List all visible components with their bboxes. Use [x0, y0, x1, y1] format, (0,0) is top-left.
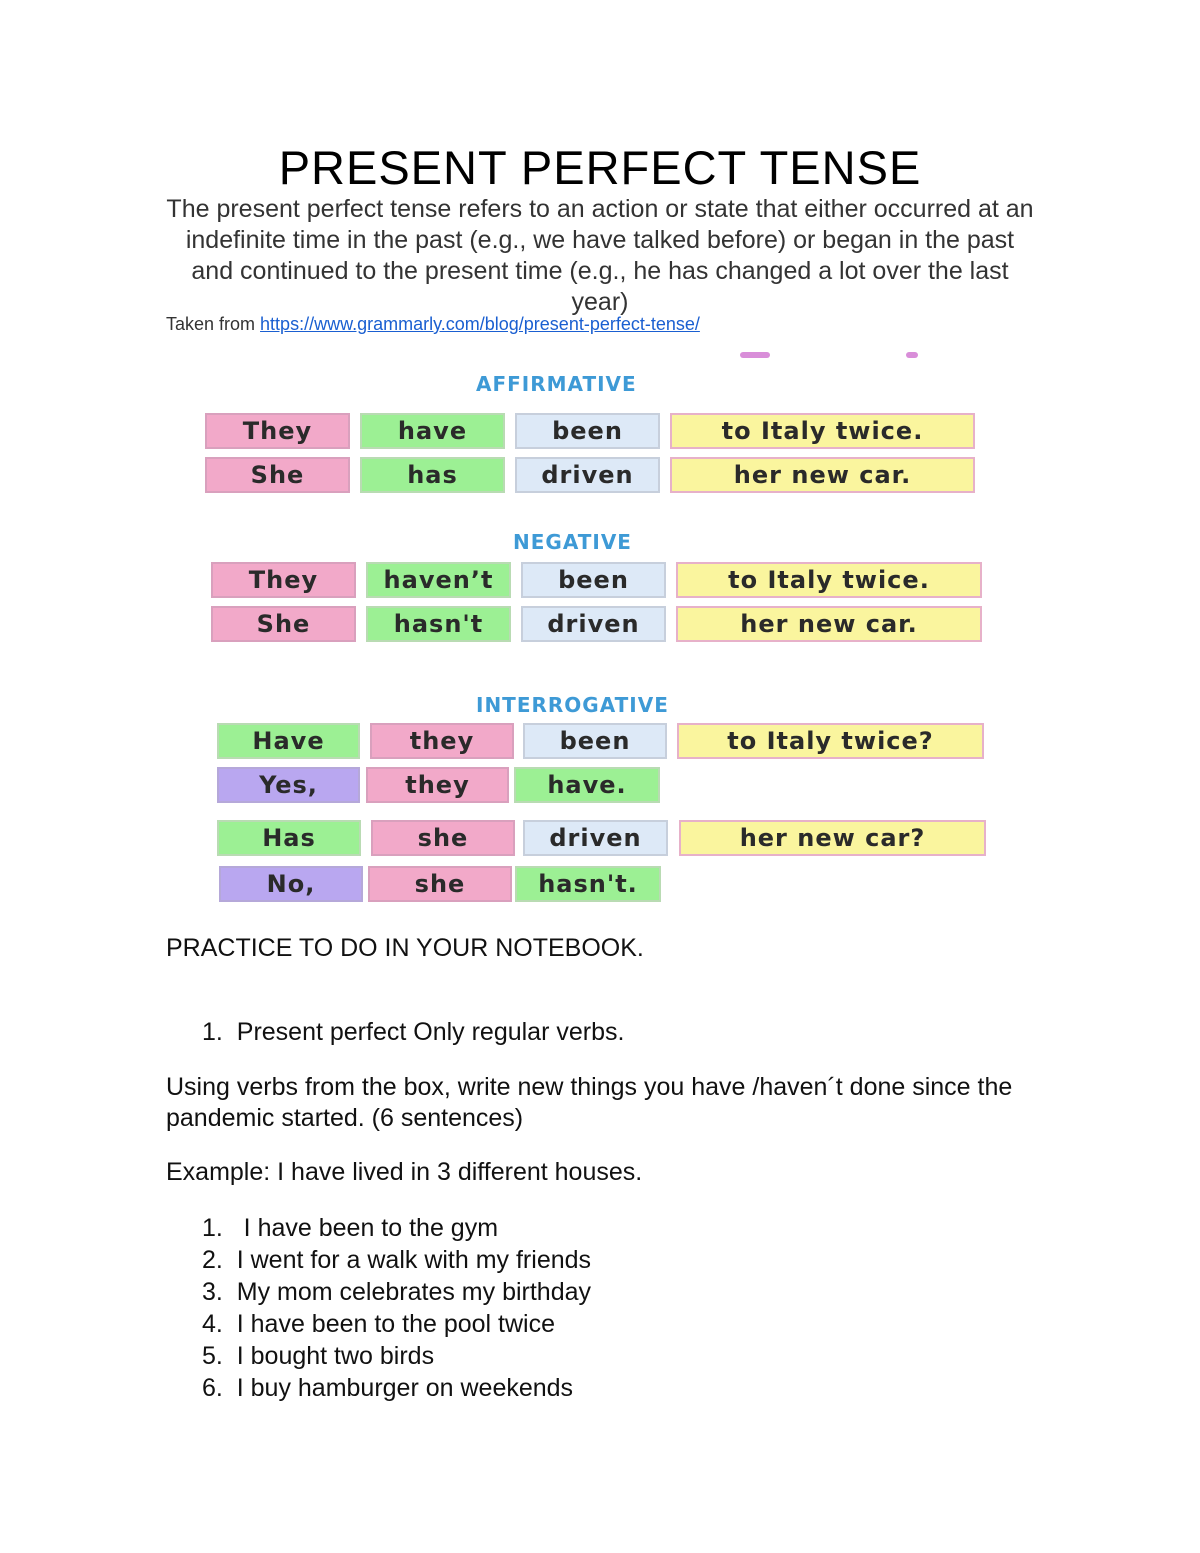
negative-row2-auxiliary: hasn't: [366, 606, 511, 642]
task-item: [202, 1018, 624, 1047]
list-item: 3. My mom celebrates my birthday: [202, 1278, 592, 1306]
interrogative-row2-auxiliary: Has: [217, 820, 361, 856]
affirmative-row1-subject: They: [205, 413, 350, 449]
affirmative-row1-auxiliary: have: [360, 413, 505, 449]
interrogative-answer1-auxiliary: have.: [514, 767, 660, 803]
interrogative-row2-participle: driven: [523, 820, 668, 856]
interrogative-row1-subject: they: [370, 723, 514, 759]
example-sentence: Example: I have lived in 3 different houses.: [166, 1158, 643, 1186]
interrogative-row2-subject: she: [371, 820, 515, 856]
negative-row1-participle: been: [521, 562, 666, 598]
list-item: 6. I buy hamburger on weekends: [202, 1374, 574, 1402]
decorative-mark: [906, 352, 918, 358]
interrogative-row2-complement: her new car?: [679, 820, 986, 856]
interrogative-answer2-subject: she: [368, 866, 512, 902]
affirmative-row2-subject: She: [205, 457, 350, 493]
task-number: 1.: [202, 1018, 223, 1046]
instructions-paragraph: Using verbs from the box, write new things you have /haven´t done since the pandemic started. (6 sentences): [166, 1073, 1013, 1132]
interrogative-row1-auxiliary: Have: [217, 723, 360, 759]
interrogative-answer2-auxiliary: hasn't.: [515, 866, 661, 902]
negative-row2-participle: driven: [521, 606, 666, 642]
list-item: 5. I bought two birds: [202, 1342, 435, 1370]
task-text: Present perfect Only regular verbs.: [236, 1018, 625, 1046]
source-prefix: Taken from: [166, 314, 261, 334]
negative-row1-complement: to Italy twice.: [676, 562, 982, 598]
practice-heading: PRACTICE TO DO IN YOUR NOTEBOOK.: [166, 934, 644, 962]
source-line: [166, 314, 700, 335]
affirmative-heading: AFFIRMATIVE: [476, 372, 637, 396]
decorative-mark: [740, 352, 770, 358]
negative-row1-auxiliary: haven’t: [366, 562, 511, 598]
page-title: PRESENT PERFECT TENSE: [278, 141, 922, 194]
source-link[interactable]: https://www.grammarly.com/blog/present-perfect-tense/: [260, 314, 700, 334]
list-item: 4. I have been to the pool twice: [202, 1310, 556, 1338]
negative-row2-subject: She: [211, 606, 356, 642]
affirmative-row2-participle: driven: [515, 457, 660, 493]
interrogative-answer1-subject: they: [366, 767, 509, 803]
affirmative-row2-complement: her new car.: [670, 457, 975, 493]
list-item: 2. I went for a walk with my friends: [202, 1246, 592, 1274]
affirmative-row2-auxiliary: has: [360, 457, 505, 493]
negative-row1-subject: They: [211, 562, 356, 598]
interrogative-heading: INTERROGATIVE: [476, 693, 669, 717]
negative-row2-complement: her new car.: [676, 606, 982, 642]
list-item: 1. I have been to the gym: [202, 1214, 499, 1242]
answers-list: [202, 1212, 591, 1404]
affirmative-row1-participle: been: [515, 413, 660, 449]
interrogative-answer2-word: No,: [219, 866, 363, 902]
intro-paragraph: The present perfect tense refers to an action or state that either occurred at an indefinite time in the past (e.g., we have talked before) or began in the past and continued to the present time (e.g., he has changed a lot over the last year): [166, 195, 1034, 316]
interrogative-row1-complement: to Italy twice?: [677, 723, 984, 759]
negative-heading: NEGATIVE: [513, 530, 632, 554]
interrogative-row1-participle: been: [523, 723, 667, 759]
affirmative-row1-complement: to Italy twice.: [670, 413, 975, 449]
interrogative-answer1-word: Yes,: [217, 767, 360, 803]
